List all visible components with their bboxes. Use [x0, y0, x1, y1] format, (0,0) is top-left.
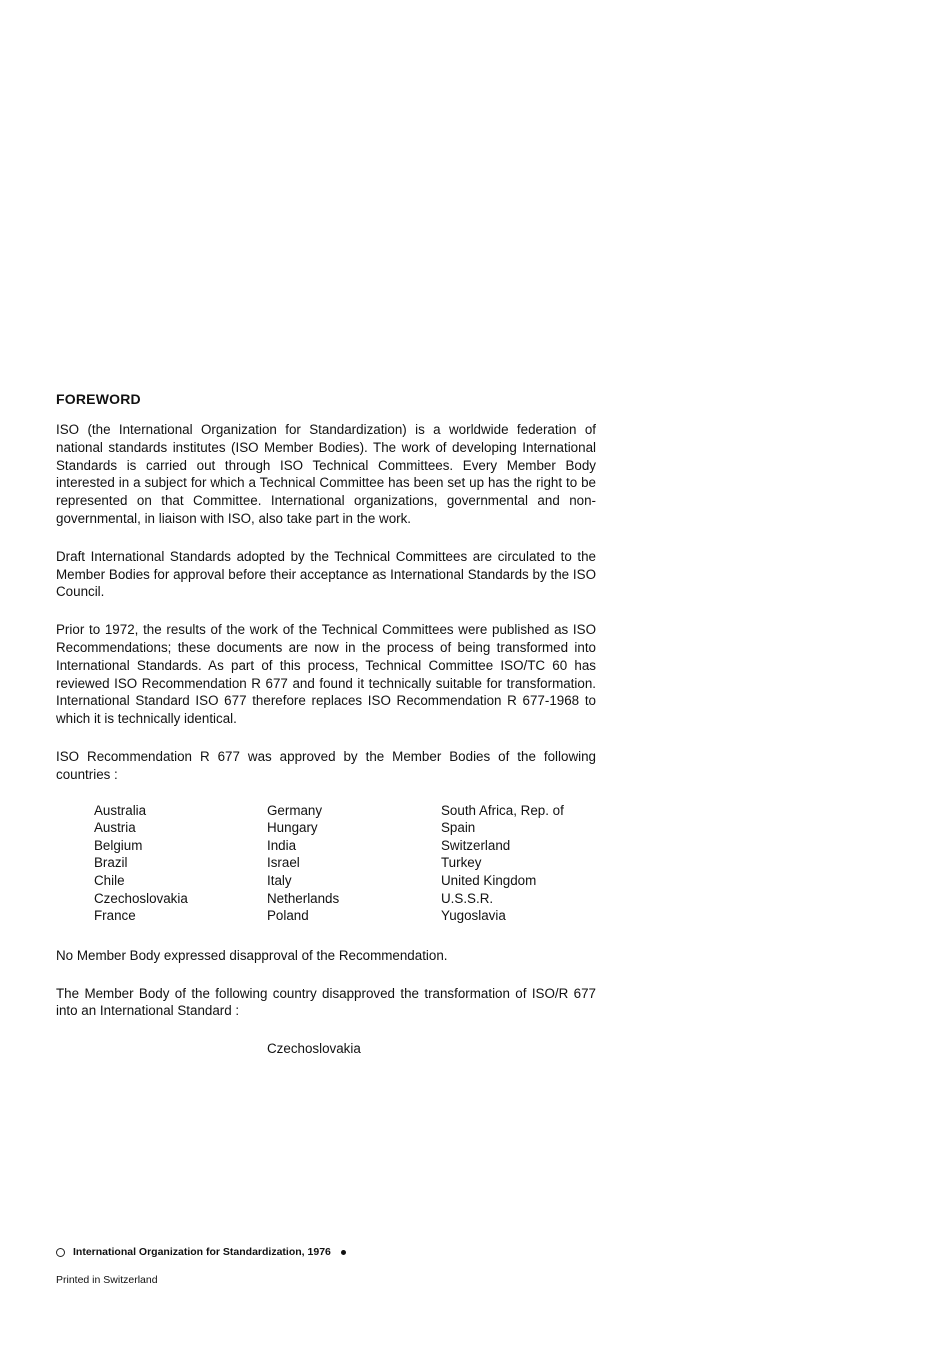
- paragraph-no-disapproval: No Member Body expressed disapproval of the Recommendation.: [56, 947, 448, 963]
- country-item: Brazil: [94, 855, 128, 871]
- country-item: Australia: [94, 802, 147, 818]
- paragraph-draft-standards: Draft International Standards adopted by the Technical Committees are circulated to the Member Bodies for approval before their acceptance as International Standards by the ISO Council.: [56, 548, 596, 600]
- country-item: Italy: [267, 872, 292, 888]
- page-footer: [56, 1246, 656, 1286]
- country-item: Spain: [441, 820, 476, 836]
- country-item: Czechoslovakia: [94, 890, 188, 906]
- countries-column-1: [94, 802, 267, 925]
- country-item: Israel: [267, 855, 300, 871]
- country-item: Austria: [94, 820, 136, 836]
- country-item: Belgium: [94, 837, 143, 853]
- country-item: Switzerland: [441, 837, 511, 853]
- country-item: Turkey: [441, 855, 482, 871]
- foreword-section: [56, 391, 596, 1058]
- country-item: Chile: [94, 872, 125, 888]
- copyright-line: [56, 1246, 656, 1258]
- copyright-text: International Organization for Standardization, 1976: [73, 1246, 331, 1258]
- country-item: South Africa, Rep. of: [441, 802, 564, 818]
- paragraph-history: Prior to 1972, the results of the work of the Technical Committees were published as ISO Recommendations; these documents are now in the process of being transformed into International Standards. As part of this process, Technical Committee ISO/TC 60 has reviewed ISO Recommendation R 677 and found it technically suitable for transformation. International Standard ISO 677 therefore replaces ISO Recommendation R 677-1968 to which it is technically identical.: [56, 622, 596, 727]
- country-item: Yugoslavia: [441, 908, 506, 924]
- country-item: India: [267, 837, 297, 853]
- copyright-circle-icon: [56, 1248, 65, 1257]
- disapproving-country: Czechoslovakia: [267, 1041, 361, 1057]
- country-item: United Kingdom: [441, 872, 537, 888]
- foreword-title: FOREWORD: [56, 391, 141, 407]
- paragraph-iso-intro: ISO (the International Organization for Standardization) is a worldwide federation of national standards institutes (ISO Member Bodies). The work of developing International Standards is carried out through ISO Technical Committees. Every Member Body interested in a subject for which a Technical Committee has been set up has the right to be represented on that Committee. International organizations, governmental and non-governmental, in liaison with ISO, also take part in the work.: [56, 422, 596, 526]
- printed-location: Printed in Switzerland: [56, 1274, 158, 1286]
- paragraph-approval: ISO Recommendation R 677 was approved by the Member Bodies of the following countries :: [56, 748, 596, 782]
- country-item: Netherlands: [267, 890, 340, 906]
- country-item: Poland: [267, 908, 309, 924]
- bullet-icon: [341, 1250, 346, 1255]
- countries-column-2: [267, 802, 441, 925]
- approving-countries-list: [94, 802, 596, 925]
- paragraph-disapproval: The Member Body of the following country disapproved the transformation of ISO/R 677 into an International Standard :: [56, 985, 596, 1019]
- countries-column-3: [441, 802, 621, 925]
- country-item: U.S.S.R.: [441, 890, 494, 906]
- country-item: Hungary: [267, 820, 318, 836]
- country-item: Germany: [267, 802, 323, 818]
- country-item: France: [94, 908, 136, 924]
